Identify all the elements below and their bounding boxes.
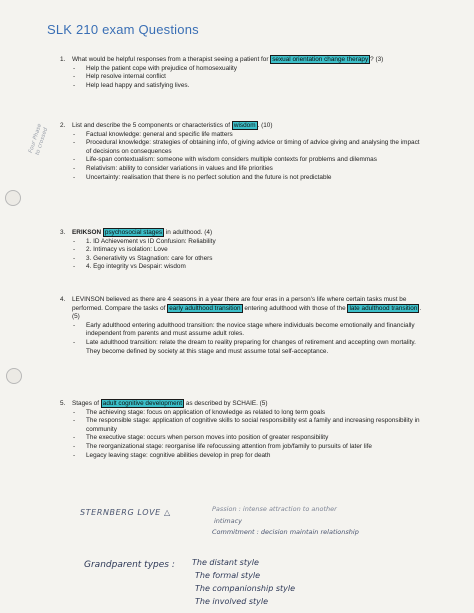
question-number: 3. [60, 229, 66, 236]
answer-item: - Uncertainty: realisation that there is no perfect solution and the future is not predictable [72, 174, 424, 183]
handwritten-style: The involved style [195, 597, 269, 606]
answer-item: - The achieving stage: focus on application of knowledge as related to long term goals [72, 409, 424, 418]
highlighted-term: adult cognitive development [102, 400, 183, 407]
question-text: LEVINSON believed as there are 4 seasons in a year there are four eras in a person's life where certain tasks must be performed. Compare the tasks of early adulthood transition entering adulthood with those of the late adulthood transition . (5) [72, 296, 422, 321]
handwritten-sternberg: STERNBERG LOVE △ [80, 508, 171, 517]
handwritten-style: The distant style [192, 558, 259, 567]
question-2 [60, 122, 424, 182]
punch-hole-top [5, 190, 21, 206]
answer-item: - The reorganizational stage: reorganise life refocussing attention from job/family to pursuits of later life [72, 443, 424, 452]
answer-item: - Factual knowledge: general and specific life matters [72, 131, 424, 140]
answer-item: - 2. Intimacy vs isolation: Love [72, 246, 424, 255]
question-4 [60, 296, 424, 356]
question-number: 5. [60, 400, 66, 407]
answer-item: - 1. ID Achievement vs ID Confusion: Reliability [72, 238, 424, 247]
answer-item: - Legacy leaving stage: cognitive abilities develop in prep for death [72, 452, 424, 461]
highlighted-term: sexual orientation change therapy [272, 56, 369, 63]
question-number: 1. [60, 56, 66, 63]
page-title: SLK 210 exam Questions [47, 22, 199, 37]
question-1 [60, 56, 424, 90]
answer-item: - Help resolve internal conflict [72, 73, 424, 82]
handwritten-style: The formal style [195, 571, 261, 580]
handwritten-commitment: Commitment : decision maintain relationship [212, 528, 359, 536]
question-text: ERIKSON psychosocial stages in adulthood. (4) [72, 229, 213, 236]
question-3 [60, 229, 424, 272]
answer-item: - Relativism: ability to consider variations in values and life priorities [72, 165, 424, 174]
question-number: 2. [60, 122, 66, 129]
handwritten-intimacy: intimacy [214, 517, 243, 525]
question-text: Stages of adult cognitive development as described by SCHAIE. (5) [72, 400, 268, 407]
punch-hole-bottom [6, 368, 22, 384]
question-5 [60, 400, 424, 460]
answer-item: - Life-span contextualism: someone with wisdom considers multiple contexts for problems and dilemmas [72, 156, 424, 165]
answer-item: - The responsible stage: application of cognitive skills to social responsibility est a family and increasing responsibility in community [72, 417, 424, 434]
question-text: List and describe the 5 components or characteristics of wisdom . (10) [72, 122, 273, 129]
answer-item: - Help lead happy and satisfying lives. [72, 82, 424, 91]
handwritten-style: The companionship style [195, 584, 296, 593]
margin-pencil-note: Four Phase to crossed [28, 123, 50, 157]
handwritten-grandparent-types: Grandparent types : [84, 560, 175, 570]
highlighted-term: late adulthood transition [349, 304, 418, 312]
answer-item: - The executive stage: occurs when person moves into position of greater responsibility [72, 434, 424, 443]
question-text: What would be helpful responses from a therapist seeing a patient for sexual orientation change therapy ? (3) [72, 56, 384, 63]
answer-item: - Early adulthood entering adulthood transition: the novice stage where individuals become emotionally and financially independent from parents and must assume adult roles. [72, 322, 424, 339]
handwritten-passion: Passion : intense attraction to another [212, 505, 337, 513]
answer-item: - 3. Generativity vs Stagnation: care for others [72, 255, 424, 264]
highlighted-term: psychosocial stages [104, 229, 163, 236]
answer-item: - 4. Ego integrity vs Despair: wisdom [72, 263, 424, 272]
highlighted-term: wisdom [233, 122, 256, 129]
answer-item: - Procedural knowledge: strategies of obtaining info, of giving advice or timing of advice giving and analysing the impact of decisions on consequences [72, 139, 424, 156]
answer-item: - Help the patient cope with prejudice of homosexuality [72, 65, 424, 74]
question-number: 4. [60, 296, 66, 303]
answer-item: - Late adulthood transition: relate the dream to reality preparing for changes of retirement and accepting own mortality. They become defined by society at this stage and must assume total self-acceptance. [72, 339, 424, 356]
highlighted-term: early adulthood transition [169, 304, 241, 312]
